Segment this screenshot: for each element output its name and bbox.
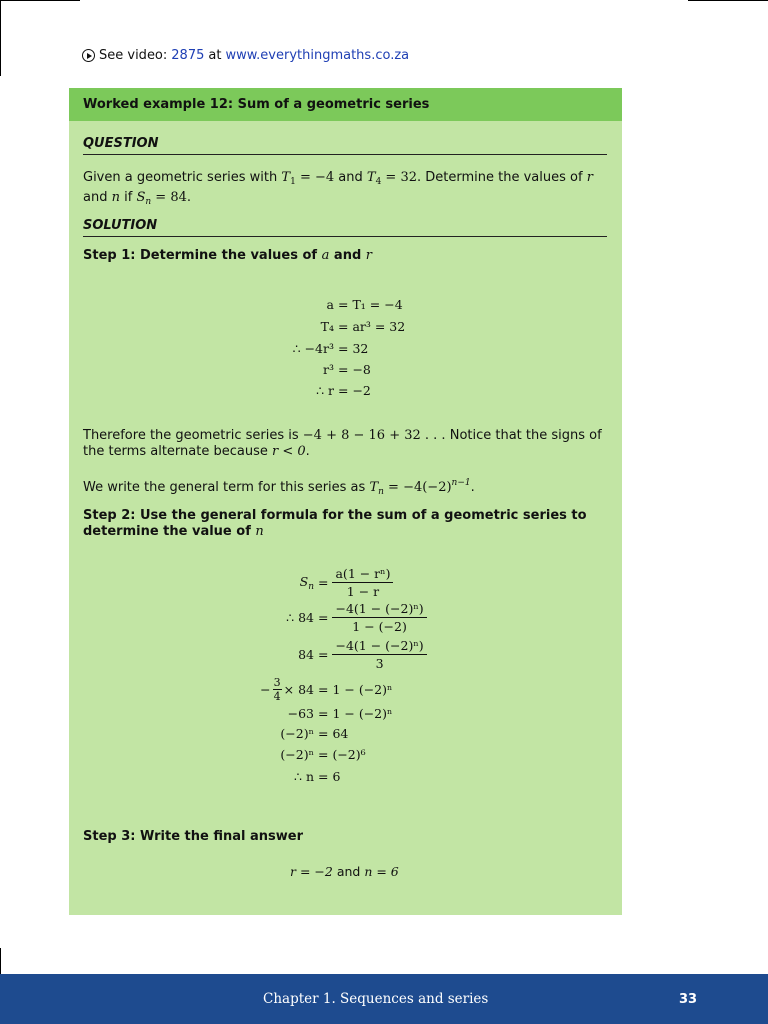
solution-heading: SOLUTION (83, 218, 607, 237)
video-code-link[interactable]: 2875 (171, 48, 205, 63)
worked-example-box: Worked example 12: Sum of a geometric series QUESTION Given a geometric series with $T_1 = -4$ and $T_4 = 32$. Determine the values of r and n if $S_n = 84$. SOLUTION Step 1: Determine the values of a and r a = T₁ = −4 T₄ = ar³ = 32 ∴ −4r³ = 32 r³ = −8 ∴ r = −2 Therefore the geometric series is −4 + 8 − 16 + 32 . . . Notice that the signs of the terms alternate because r < 0. We write the general term for this series as $T_n = -4(-2)^{n-1}$. Step 2: Use the general formula for the sum of a geometric series to determine the value of n $S_n$ = $\frac{\text{a(1 − rⁿ)}}{1 - r}$ ∴ 84 = $\frac{\text{−4(1 − (−2)ⁿ)}}{1 - (-2)}$ 84 = $\frac{\text{−4(1 − (−2)ⁿ)}}{3}$ − $\frac{3}{4}$ × 84 = 1 − (−2)ⁿ −63 = 1 − (−2)ⁿ (−2)ⁿ = 64 (−2)ⁿ = (−2)⁶ ∴ n = 6 Step 3: Write the final answer r = −2 and n = 6 (69, 88, 622, 915)
crop-mark (688, 0, 768, 1)
page-footer (0, 974, 768, 1024)
question-heading: QUESTION (83, 136, 607, 155)
video-at: at (208, 48, 222, 63)
example-title: Worked example 12: Sum of a geometric series (69, 88, 622, 121)
step2-label: Step 2: Use the general formula for the sum of a geometric series to determine the value of n (83, 508, 587, 539)
crop-mark (0, 948, 1, 974)
chapter-title: Chapter 1. Sequences and series (263, 991, 489, 1007)
final-answer: r = −2 and n = 6 (290, 864, 399, 879)
video-prefix: See video: (99, 48, 168, 63)
step3-label: Step 3: Write the final answer (83, 829, 303, 844)
video-reference (82, 48, 409, 63)
play-icon (82, 49, 95, 62)
question-text: Given a geometric series with $T_1 = -4$ and $T_4 = 32$. Determine the values of r and n if $S_n = 84$. (83, 170, 593, 207)
crop-mark (0, 0, 80, 1)
crop-mark (0, 0, 1, 76)
step1-label: Step 1: Determine the values of a and r (83, 248, 373, 263)
series-paragraph: Therefore the geometric series is −4 + 8 − 16 + 32 . . . Notice that the signs of the terms alternate because r < 0. (83, 428, 602, 459)
site-link[interactable]: www.everythingmaths.co.za (225, 48, 410, 63)
general-term-paragraph: We write the general term for this series as $T_n = -4(-2)^{n-1}$. (83, 478, 475, 497)
page-number: 33 (679, 992, 698, 1007)
